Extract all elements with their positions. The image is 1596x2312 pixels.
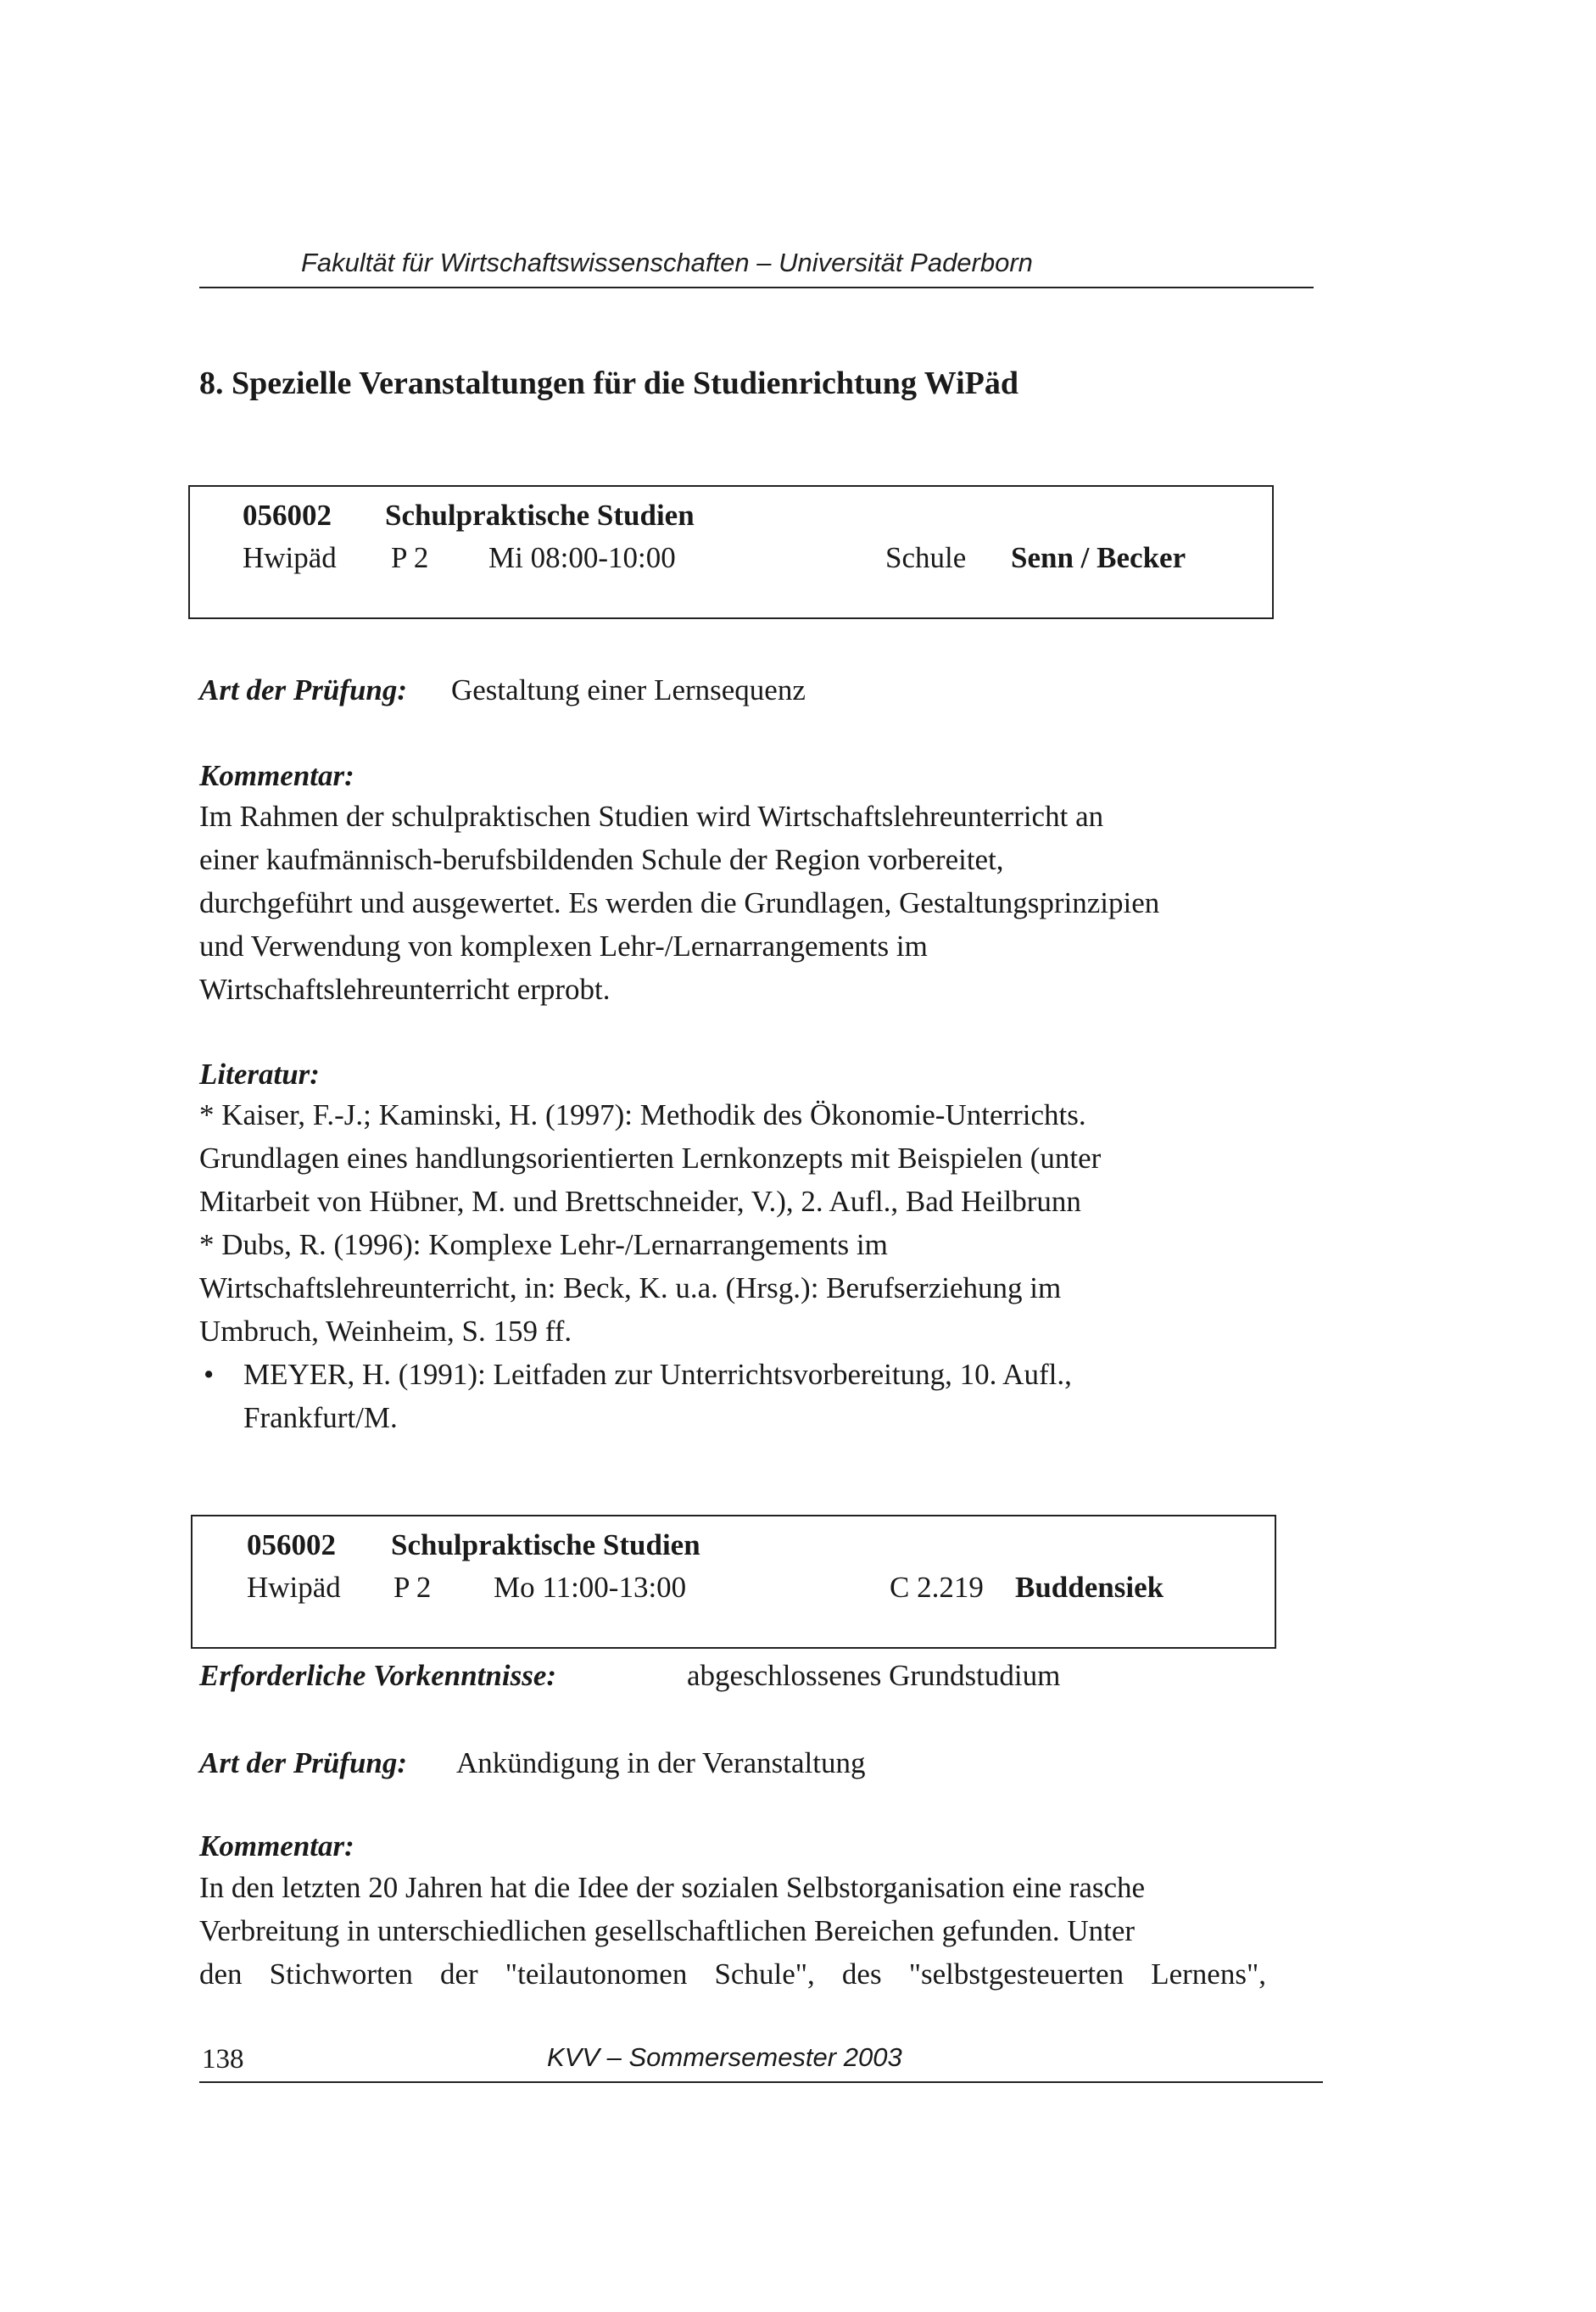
section-heading: 8. Spezielle Veranstaltungen für die Studienrichtung WiPäd <box>199 366 1018 401</box>
literature-entry <box>199 1093 1266 1223</box>
bullet-marker: • <box>204 1358 215 1391</box>
comment-line: und Verwendung von komplexen Lehr-/Lernarrangements im <box>199 930 928 963</box>
literature-line: MEYER, H. (1991): Leitfaden zur Unterrichtsvorbereitung, 10. Aufl., <box>243 1358 1072 1391</box>
course-number: 056002 <box>247 1528 336 1561</box>
literature-entry <box>199 1353 1266 1439</box>
course-time: Mi 08:00-10:00 <box>488 541 676 574</box>
comment-line: Wirtschaftslehreunterricht erprobt. <box>199 973 611 1006</box>
literature-line: Grundlagen eines handlungsorientierten Lernkonzepts mit Beispielen (unter <box>199 1142 1102 1175</box>
course-type: P 2 <box>393 1571 432 1604</box>
comment-line: durchgeführt und ausgewertet. Es werden die Grundlagen, Gestaltungsprinzipien <box>199 886 1160 919</box>
page-number: 138 <box>202 2044 244 2075</box>
course-type: P 2 <box>391 541 429 574</box>
course-box-1 <box>188 485 1274 619</box>
exam-label: Art der Prüfung: <box>199 673 408 706</box>
course-room: Schule <box>885 541 967 574</box>
course-lecturer: Senn / Becker <box>1011 541 1186 574</box>
literature-label: Literatur: <box>199 1058 320 1091</box>
comment-line: Im Rahmen der schulpraktischen Studien wird Wirtschaftslehreunterricht an <box>199 800 1104 833</box>
comment-label: Kommentar: <box>199 759 354 792</box>
course-title: Schulpraktische Studien <box>385 499 695 532</box>
literature-line: Umbruch, Weinheim, S. 159 ff. <box>199 1315 572 1348</box>
course-title: Schulpraktische Studien <box>391 1528 700 1561</box>
literature-line: * Dubs, R. (1996): Komplexe Lehr-/Lernarrangements im <box>199 1228 888 1261</box>
exam-label: Art der Prüfung: <box>199 1746 408 1779</box>
running-footer-text: KVV – Sommersemester 2003 <box>547 2042 902 2072</box>
course-time: Mo 11:00-13:00 <box>494 1571 687 1604</box>
comment-paragraph <box>199 1866 1266 1996</box>
course-number: 056002 <box>243 499 332 532</box>
exam-value: Ankündigung in der Veranstaltung <box>456 1746 866 1779</box>
course-program: Hwipäd <box>247 1571 341 1604</box>
comment-line: In den letzten 20 Jahren hat die Idee der sozialen Selbstorganisation eine rasche <box>199 1871 1146 1904</box>
prereq-label: Erforderliche Vorkenntnisse: <box>199 1659 557 1692</box>
literature-line: Mitarbeit von Hübner, M. und Brettschneider, V.), 2. Aufl., Bad Heilbrunn <box>199 1185 1081 1218</box>
exam-value: Gestaltung einer Lernsequenz <box>451 673 806 706</box>
prereq-value: abgeschlossenes Grundstudium <box>687 1659 1061 1692</box>
comment-label: Kommentar: <box>199 1829 354 1862</box>
course-lecturer: Buddensiek <box>1015 1571 1164 1604</box>
literature-line: Wirtschaftslehreunterricht, in: Beck, K. u.a. (Hrsg.): Berufserziehung im <box>199 1271 1062 1304</box>
running-header-text: Fakultät für Wirtschaftswissenschaften – Universität Paderborn <box>301 248 1033 277</box>
course-program: Hwipäd <box>243 541 337 574</box>
literature-line: * Kaiser, F.-J.; Kaminski, H. (1997): Methodik des Ökonomie-Unterrichts. <box>199 1098 1086 1131</box>
comment-line: den Stichworten der "teilautonomen Schule", des "selbstgesteuerten Lernens", <box>199 1957 1266 1991</box>
running-header <box>199 248 1314 288</box>
comment-line: einer kaufmännisch-berufsbildenden Schule der Region vorbereitet, <box>199 843 1004 876</box>
literature-entry <box>199 1223 1266 1353</box>
course-box-2 <box>191 1515 1276 1649</box>
comment-paragraph <box>199 795 1266 1011</box>
comment-line: Verbreitung in unterschiedlichen gesellschaftlichen Bereichen gefunden. Unter <box>199 1914 1136 1947</box>
literature-line: Frankfurt/M. <box>243 1401 398 1434</box>
course-room: C 2.219 <box>890 1571 984 1604</box>
running-footer <box>199 2041 1323 2083</box>
